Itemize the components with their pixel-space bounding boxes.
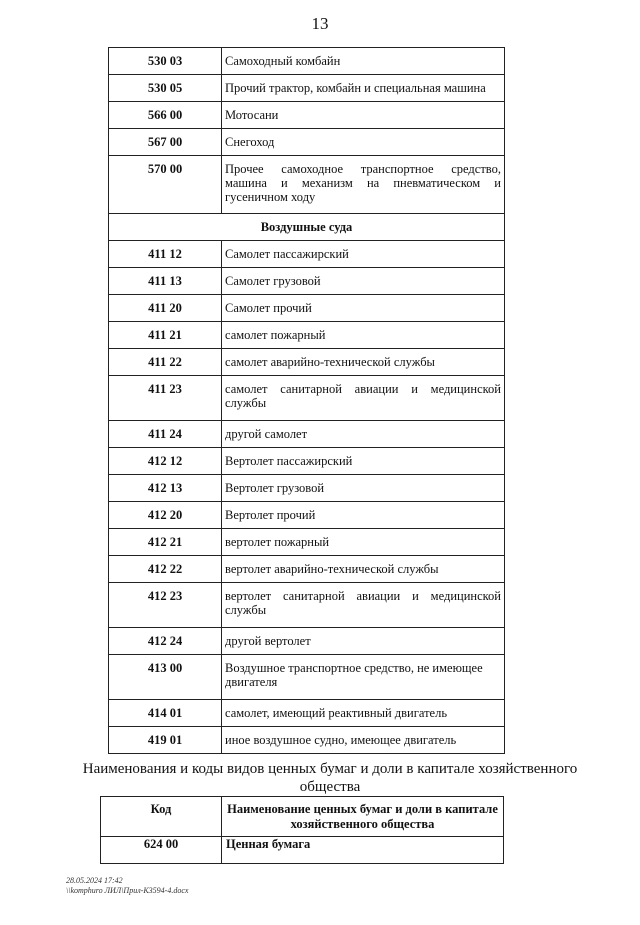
row-code: 412 20 (147, 508, 183, 522)
page-number: 13 (311, 14, 329, 33)
row-name: Самолет пассажирский (225, 247, 349, 261)
row-name: Вертолет прочий (225, 508, 316, 522)
row-code: 412 24 (147, 634, 183, 648)
row-name: Самоходный комбайн (225, 54, 341, 68)
row-code: 624 00 (101, 837, 222, 864)
table-row (109, 75, 505, 102)
row-code: 411 13 (148, 274, 182, 288)
table-row (109, 268, 505, 295)
table-row (109, 322, 505, 349)
row-code: 530 05 (147, 81, 183, 95)
row-code: 411 12 (148, 247, 182, 261)
row-code: 530 03 (147, 54, 183, 68)
row-code: 413 00 (147, 661, 183, 675)
row-code: 411 22 (148, 355, 182, 369)
row-code: 567 00 (147, 135, 183, 149)
row-name: Прочий трактор, комбайн и специальная машина (225, 81, 486, 95)
row-code: 412 13 (147, 481, 183, 495)
securities-codes-table (100, 796, 504, 864)
row-name: вертолет санитарной авиации и медицинской службы (225, 589, 501, 617)
row-code: 412 21 (147, 535, 183, 549)
row-name: Снегоход (225, 135, 275, 149)
vehicle-codes-table (108, 47, 505, 754)
section-heading-row (109, 214, 505, 241)
table-row (109, 376, 505, 421)
table-row (109, 448, 505, 475)
row-name: вертолет аварийно-технической службы (225, 562, 439, 576)
row-code: 566 00 (147, 108, 183, 122)
row-name: другой вертолет (225, 634, 311, 648)
row-name: Ценная бумага (222, 837, 504, 864)
footer-timestamp: 28.05.2024 17:42 (66, 876, 123, 885)
footer-file-path: \\komphuro ЛИЛ\Прил-К3594-4.docx (66, 886, 189, 895)
row-code: 411 21 (148, 328, 182, 342)
table-row (109, 502, 505, 529)
table-header-row (101, 797, 504, 837)
row-name: Самолет грузовой (225, 274, 321, 288)
table-row (109, 628, 505, 655)
row-code: 411 24 (148, 427, 182, 441)
table-row (109, 129, 505, 156)
table-row (109, 700, 505, 727)
row-code: 412 23 (147, 589, 183, 603)
row-name: Воздушное транспортное средство, не имеющее двигателя (225, 661, 483, 689)
table-row (101, 837, 504, 864)
section-heading: Воздушные суда (109, 214, 505, 241)
row-code: 419 01 (147, 733, 183, 747)
table-row (109, 529, 505, 556)
table-row (109, 349, 505, 376)
table-row (109, 241, 505, 268)
table-row (109, 156, 505, 214)
row-name: Мотосани (225, 108, 279, 122)
table-row (109, 727, 505, 754)
table-row (109, 655, 505, 700)
securities-section-title: Наименования и коды видов ценных бумаг и доли в капитале хозяйственного общества (82, 761, 578, 795)
row-code: 411 20 (148, 301, 182, 315)
row-name: самолет, имеющий реактивный двигатель (225, 706, 448, 720)
row-code: 414 01 (147, 706, 183, 720)
row-name: Вертолет пассажирский (225, 454, 353, 468)
table-row (109, 421, 505, 448)
row-code: 570 00 (147, 162, 183, 176)
column-header-code: Код (101, 797, 222, 837)
row-name: самолет пожарный (225, 328, 326, 342)
row-name: Вертолет грузовой (225, 481, 325, 495)
row-name: самолет аварийно-технической службы (225, 355, 435, 369)
row-name: вертолет пожарный (225, 535, 330, 549)
table-row (109, 475, 505, 502)
row-code: 412 12 (147, 454, 183, 468)
document-footer (66, 876, 188, 896)
row-code: 411 23 (148, 382, 182, 396)
table-row (109, 48, 505, 75)
table-row (109, 295, 505, 322)
row-name: другой самолет (225, 427, 308, 441)
row-name: самолет санитарной авиации и медицинской службы (225, 382, 501, 410)
table-row (109, 556, 505, 583)
row-name: иное воздушное судно, имеющее двигатель (225, 733, 457, 747)
row-name: Самолет прочий (225, 301, 312, 315)
table-row (109, 583, 505, 628)
column-header-name: Наименование ценных бумаг и доли в капитале хозяйственного общества (222, 797, 504, 837)
table-row (109, 102, 505, 129)
row-code: 412 22 (147, 562, 183, 576)
row-name: Прочее самоходное транспортное средство, машина и механизм на пневматическом и гусеничном ходу (225, 162, 501, 204)
